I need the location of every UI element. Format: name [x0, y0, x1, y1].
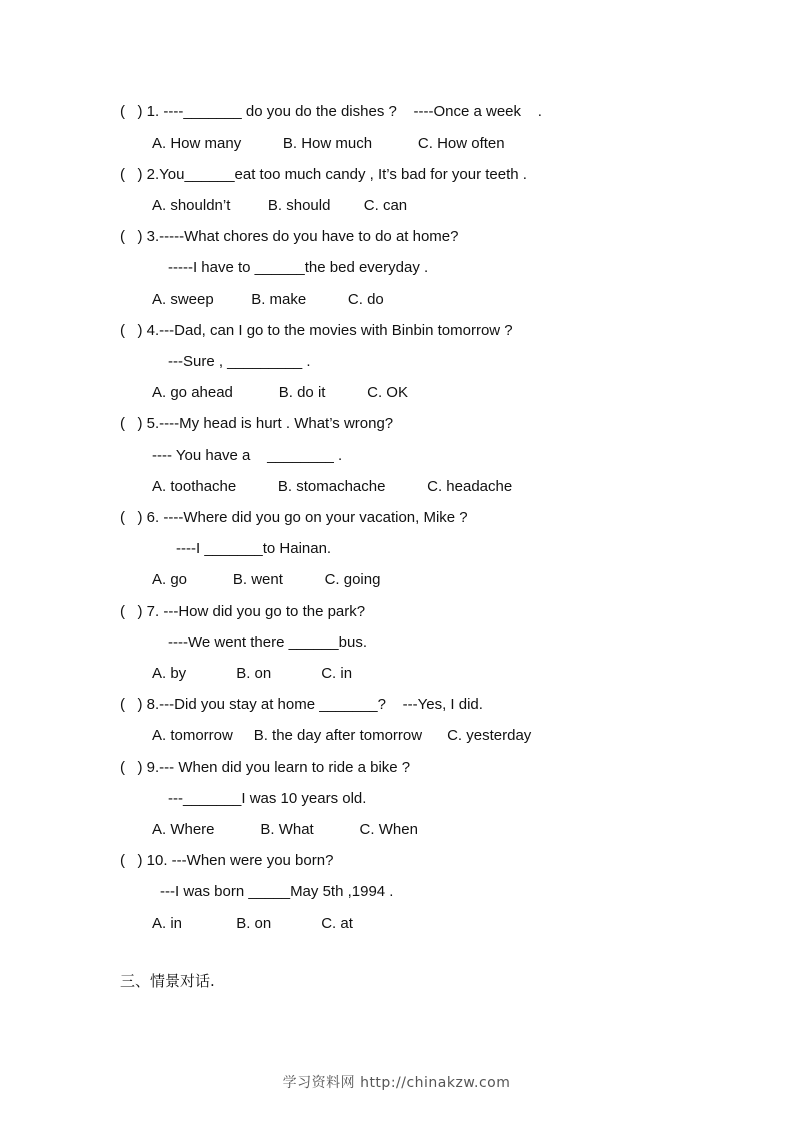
question-5-answer-line: ---- You have a ________ .: [152, 447, 343, 464]
question-7-answer-line: ----We went there ______bus.: [168, 634, 367, 651]
question-6-stem: ( ) 6. ----Where did you go on your vacation, Mike ?: [120, 509, 468, 526]
question-5-options: A. toothache B. stomachache C. headache: [152, 478, 513, 495]
question-2-stem: ( ) 2.You______eat too much candy , It’s bad for your teeth .: [120, 166, 527, 183]
question-3-options: A. sweep B. make C. do: [152, 291, 384, 308]
question-5-stem: ( ) 5.----My head is hurt . What’s wrong?: [120, 415, 394, 432]
question-6-answer-line: ----I _______to Hainan.: [176, 540, 332, 557]
question-3-answer-line: -----I have to ______the bed everyday .: [168, 259, 429, 276]
question-10-stem: ( ) 10. ---When were you born?: [120, 852, 334, 869]
question-4-stem: ( ) 4.---Dad, can I go to the movies with Binbin tomorrow ?: [120, 322, 513, 339]
question-7-options: A. by B. on C. in: [152, 665, 353, 682]
question-1-options: A. How many B. How much C. How often: [152, 135, 505, 152]
question-9-answer-line: ---_______I was 10 years old.: [168, 790, 367, 807]
question-10-options: A. in B. on C. at: [152, 915, 353, 932]
section-heading: 三、情景对话.: [120, 972, 215, 990]
question-1-stem: ( ) 1. ----_______ do you do the dishes ? ----Once a week .: [120, 103, 542, 120]
question-10-answer-line: ---I was born _____May 5th ,1994 .: [160, 883, 394, 900]
question-8-options: A. tomorrow B. the day after tomorrow C. yesterday: [152, 727, 532, 744]
question-9-options: A. Where B. What C. When: [152, 821, 418, 838]
question-4-options: A. go ahead B. do it C. OK: [152, 384, 408, 401]
question-4-answer-line: ---Sure , _________ .: [168, 353, 311, 370]
question-9-stem: ( ) 9.--- When did you learn to ride a bike ?: [120, 759, 411, 776]
question-2-options: A. shouldn’t B. should C. can: [152, 197, 408, 214]
question-3-stem: ( ) 3.-----What chores do you have to do at home?: [120, 228, 459, 245]
question-7-stem: ( ) 7. ---How did you go to the park?: [120, 603, 366, 620]
footer-watermark: 学习资料网 http://chinakzw.com: [282, 1075, 511, 1091]
question-8-stem: ( ) 8.---Did you stay at home _______? ---Yes, I did.: [120, 696, 483, 713]
question-6-options: A. go B. went C. going: [152, 571, 381, 588]
